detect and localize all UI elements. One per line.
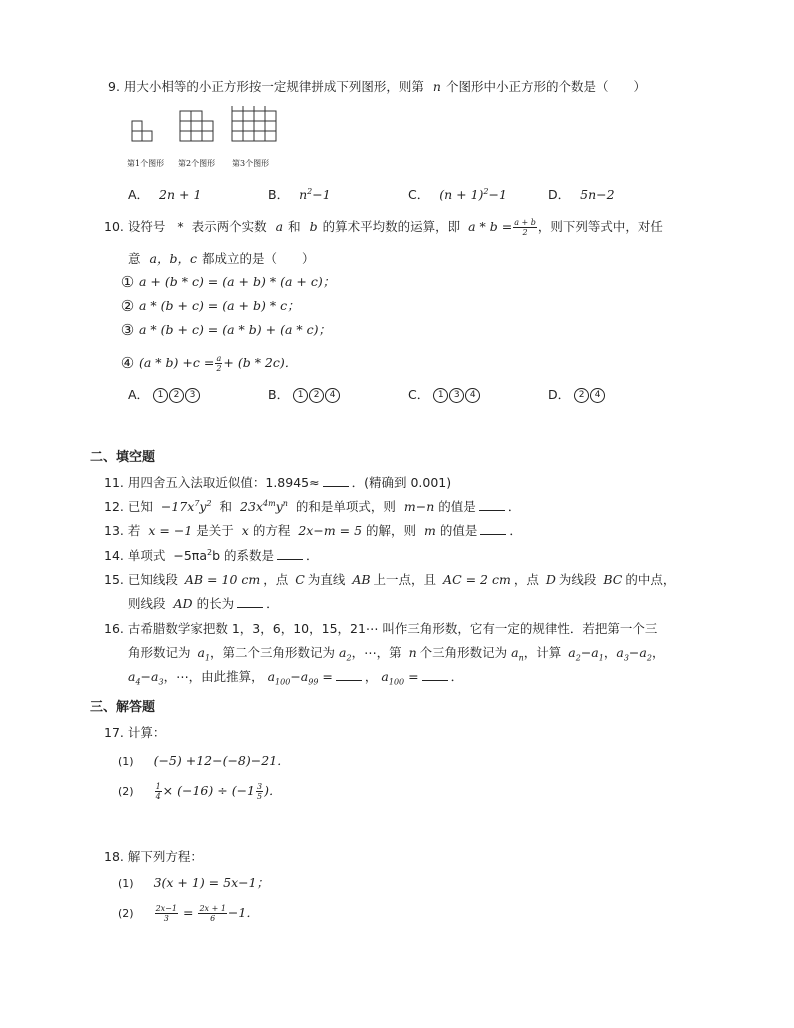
question-text: ．(精确到 0.001) xyxy=(351,475,452,490)
question-text: 已知线段 xyxy=(127,572,178,587)
option-letter: D． xyxy=(548,187,571,202)
statement-1 xyxy=(120,273,335,291)
subscript: 1 xyxy=(204,653,211,663)
fraction-denominator: 2 xyxy=(216,364,222,373)
question-number: 18. xyxy=(104,849,124,864)
question-16-line-2 xyxy=(128,644,664,662)
math-expr: −a xyxy=(580,645,599,660)
question-text: 是关于 xyxy=(196,523,234,538)
fraction-denominator: 2 xyxy=(522,228,528,237)
punctuation: ． xyxy=(450,669,464,684)
subscript: 100 xyxy=(388,677,405,687)
math-var: a xyxy=(275,219,284,234)
figure-label-3: 第3个图形 xyxy=(232,159,270,168)
answer-blank[interactable] xyxy=(323,474,349,487)
question-text: ，⋯，第 xyxy=(351,645,402,660)
math-var: BC xyxy=(603,572,623,587)
question-text: 角形数记为 xyxy=(128,645,191,660)
math-expr: AC = 2 cm xyxy=(443,572,511,587)
answer-blank[interactable] xyxy=(237,595,263,608)
circled-number: 3 xyxy=(449,388,464,403)
fraction-numerator: 1 xyxy=(155,782,161,791)
question-text: 的中点， xyxy=(625,572,676,587)
math-var: a xyxy=(616,645,624,660)
question-number: 9. xyxy=(108,79,120,94)
option-b xyxy=(268,386,341,404)
math-expr: −a xyxy=(628,645,647,660)
math-var: n xyxy=(432,79,441,94)
question-text: ，点 xyxy=(263,572,289,587)
question-text: 的解，则 xyxy=(366,523,417,538)
figure-label-2: 第2个图形 xyxy=(178,159,216,168)
part-label: (2) xyxy=(118,907,134,920)
circled-number: 2 xyxy=(309,388,324,403)
option-letter: C． xyxy=(408,187,430,202)
question-text: 已知 xyxy=(127,499,153,514)
question-15-line-2 xyxy=(128,595,279,613)
question-number: 15. xyxy=(104,572,124,587)
part-label: (1) xyxy=(118,877,134,890)
circled-number: 2 xyxy=(574,388,589,403)
answer-blank[interactable] xyxy=(479,498,505,511)
subscript: 1 xyxy=(598,653,604,663)
answer-blank[interactable] xyxy=(422,668,448,681)
fraction-denominator: 6 xyxy=(210,914,216,923)
question-18-part-1 xyxy=(118,874,269,893)
math-var: C xyxy=(295,572,305,587)
equals-sign: = xyxy=(182,905,194,920)
equals-sign: = xyxy=(322,669,333,684)
math-expr: 2x−m = 5 xyxy=(298,523,363,538)
fraction-numerator: 2x + 1 xyxy=(199,904,226,913)
option-expr: 2n + 1 xyxy=(159,187,202,202)
question-text: 表示两个实数 xyxy=(191,219,267,234)
question-text: ，第二个三角形数记为 xyxy=(210,645,336,660)
question-11 xyxy=(104,474,451,492)
fraction xyxy=(256,782,263,801)
question-text: 意 xyxy=(128,251,141,266)
squares-figure xyxy=(128,106,298,156)
circled-number: ② xyxy=(120,297,135,315)
math-expr: (a * b) +c = xyxy=(139,355,215,370)
math-var: b xyxy=(212,548,221,563)
section-title-solve: 三、解答题 xyxy=(90,700,156,715)
question-17-part-2 xyxy=(118,782,281,801)
question-text: 则线段 xyxy=(128,596,166,611)
math-var: a xyxy=(267,669,276,684)
math-var: n xyxy=(408,645,417,660)
superscript: 2 xyxy=(307,186,313,196)
math-var: a xyxy=(128,669,136,684)
statement-2 xyxy=(120,297,300,315)
punctuation: ． xyxy=(306,548,319,563)
answer-blank[interactable] xyxy=(336,668,362,681)
answer-blank[interactable] xyxy=(480,522,506,535)
math-expr: a * b = xyxy=(468,219,513,234)
question-18 xyxy=(104,848,203,866)
question-text: 为直线 xyxy=(307,572,346,587)
math-var: a xyxy=(197,645,205,660)
question-text: 用大小相等的小正方形按一定规律拼成下列图形，则第 xyxy=(123,79,424,94)
question-text: 的和是单项式，则 xyxy=(295,499,396,514)
question-number: 12. xyxy=(104,499,124,514)
part-label: (1) xyxy=(118,755,134,768)
math-expr: )． xyxy=(264,783,282,798)
question-number: 14. xyxy=(104,548,124,563)
math-var: y xyxy=(199,499,207,514)
question-number: 11. xyxy=(104,475,124,490)
question-9 xyxy=(108,78,646,96)
punctuation: ， xyxy=(364,669,378,684)
operator-symbol: * xyxy=(177,219,184,234)
question-14 xyxy=(104,547,319,565)
question-text: 的系数是 xyxy=(224,548,275,563)
subscript: 2 xyxy=(346,653,352,663)
math-expr: + (b * 2c)． xyxy=(223,355,298,370)
question-text: ，点 xyxy=(513,572,539,587)
math-expr: (−5) +12−(−8)−21． xyxy=(153,753,290,768)
fraction-denominator: 4 xyxy=(155,792,161,801)
option-expr: −1 xyxy=(312,187,331,202)
question-text: 的值是 xyxy=(439,523,478,538)
option-d xyxy=(548,186,615,204)
question-18-part-2 xyxy=(118,904,259,923)
subscript: 99 xyxy=(308,677,319,687)
question-text: 的长为 xyxy=(196,596,235,611)
question-text: 的方程 xyxy=(252,523,291,538)
circled-number: 4 xyxy=(325,388,340,403)
math-var: D xyxy=(545,572,556,587)
math-expr: 23x xyxy=(240,499,264,514)
question-10 xyxy=(104,218,663,237)
option-expr: n xyxy=(299,187,308,202)
math-var: a xyxy=(381,669,389,684)
subscript: n xyxy=(518,653,524,663)
math-var: a，b，c xyxy=(149,251,197,266)
question-text: 的值是 xyxy=(438,499,476,514)
math-expr: m−n xyxy=(403,499,435,514)
math-expr: (−1 xyxy=(231,783,255,798)
circled-number: 4 xyxy=(590,388,605,403)
question-number: 10. xyxy=(104,219,124,234)
fraction-numerator: 3 xyxy=(257,782,263,791)
statement-3 xyxy=(120,321,331,339)
option-letter: A． xyxy=(128,387,150,402)
question-text: 若 xyxy=(127,523,141,538)
question-text: 用四舍五入法取近似值：1.8945≈ xyxy=(127,475,320,490)
option-expr: 5n−2 xyxy=(580,187,615,202)
math-var: AB xyxy=(352,572,371,587)
question-text: 个三角形数记为 xyxy=(419,645,508,660)
option-letter: A． xyxy=(128,187,150,202)
option-b xyxy=(268,186,331,204)
option-expr: −1 xyxy=(488,187,507,202)
circled-number: ③ xyxy=(120,321,135,339)
option-a xyxy=(128,386,201,404)
question-15 xyxy=(104,571,675,589)
math-var: b xyxy=(309,219,318,234)
question-text: 都成立的是（ ） xyxy=(201,251,315,266)
math-expr: −a xyxy=(140,669,159,684)
circled-number: ① xyxy=(120,273,135,291)
math-expr: −1． xyxy=(227,905,259,920)
punctuation: ， xyxy=(603,645,617,660)
fraction-numerator: a + b xyxy=(514,218,536,227)
math-expr: AB = 10 cm xyxy=(184,572,261,587)
question-16-line-3 xyxy=(128,668,463,686)
question-12 xyxy=(104,498,520,516)
part-label: (2) xyxy=(118,785,134,798)
punctuation: ． xyxy=(507,499,521,514)
math-expr: −a xyxy=(290,669,309,684)
fraction xyxy=(198,904,226,923)
fraction-numerator: 2x−1 xyxy=(155,904,177,913)
circled-number: 3 xyxy=(185,388,200,403)
subscript: 2 xyxy=(575,653,581,663)
punctuation: ， xyxy=(651,645,665,660)
fraction xyxy=(155,904,178,923)
option-letter: C． xyxy=(408,387,430,402)
question-text: 的算术平均数的运算，即 xyxy=(322,219,461,234)
fraction-denominator: 3 xyxy=(163,914,169,923)
circled-number: 1 xyxy=(293,388,308,403)
subscript: 2 xyxy=(646,653,652,663)
figure-label-1: 第1个图形 xyxy=(127,159,165,168)
subscript: 3 xyxy=(158,677,164,687)
superscript: 4m xyxy=(263,498,276,508)
question-10-line-2 xyxy=(128,250,314,268)
circled-number: 2 xyxy=(169,388,184,403)
question-text: 单项式 xyxy=(127,548,166,563)
math-var: a xyxy=(568,645,576,660)
superscript: 2 xyxy=(206,498,212,508)
question-number: 16. xyxy=(104,621,124,636)
math-expr: −5πa xyxy=(173,548,207,563)
subscript: 4 xyxy=(135,677,141,687)
subscript: 3 xyxy=(623,653,629,663)
question-text: 解下列方程： xyxy=(127,849,203,864)
section-title-fill-blank: 二、填空题 xyxy=(90,450,156,465)
superscript: 2 xyxy=(207,547,213,557)
math-var: y xyxy=(275,499,283,514)
question-17-part-1 xyxy=(118,752,290,771)
math-expr: × (−16) ÷ xyxy=(162,783,228,798)
fraction-denominator: 5 xyxy=(257,792,263,801)
math-expr: a * (b + c) = (a * b) + (a * c)； xyxy=(139,322,331,337)
option-letter: B． xyxy=(268,387,290,402)
answer-blank[interactable] xyxy=(277,547,303,560)
question-text: 为线段 xyxy=(558,572,597,587)
question-text: 古希腊数学家把数 1，3，6，10，15，21⋯ 叫作三角形数，它有一定的规律性．若把第一个三 xyxy=(127,621,658,636)
question-text: 个图形中小正方形的个数是（ ） xyxy=(445,79,646,94)
question-text: ，⋯，由此推算， xyxy=(163,669,264,684)
circled-number: 4 xyxy=(465,388,480,403)
question-text: 和 xyxy=(219,499,233,514)
circled-number: ④ xyxy=(120,354,135,372)
question-text: 设符号 xyxy=(127,219,166,234)
option-c xyxy=(408,386,481,404)
statement-4 xyxy=(120,354,297,373)
option-letter: D． xyxy=(548,387,571,402)
option-c xyxy=(408,186,507,204)
question-number: 13. xyxy=(104,523,124,538)
question-13 xyxy=(104,522,522,540)
math-expr: 3(x + 1) = 5x−1； xyxy=(153,875,270,890)
option-expr: (n + 1) xyxy=(439,187,484,202)
circled-number: 1 xyxy=(153,388,168,403)
circled-number: 1 xyxy=(433,388,448,403)
fraction-numerator: a xyxy=(216,354,222,363)
question-number: 17. xyxy=(104,725,124,740)
question-text: ，计算 xyxy=(523,645,562,660)
subscript: 100 xyxy=(275,677,291,687)
fraction xyxy=(513,218,537,237)
math-expr: x = −1 xyxy=(148,523,193,538)
question-16 xyxy=(104,620,657,638)
question-17 xyxy=(104,724,165,742)
math-var: a xyxy=(339,645,347,660)
math-expr: a + (b * c) = (a + b) * (a + c)； xyxy=(139,274,336,289)
math-var: AD xyxy=(173,596,193,611)
superscript: 7 xyxy=(194,498,200,508)
option-a xyxy=(128,186,201,204)
superscript: n xyxy=(282,498,288,508)
math-var: a xyxy=(511,645,519,660)
option-letter: B． xyxy=(268,187,290,202)
question-text: 和 xyxy=(288,219,301,234)
math-var: x xyxy=(241,523,249,538)
math-expr: −17x xyxy=(160,499,195,514)
question-text: 上一点，且 xyxy=(373,572,437,587)
question-text: ，则下列等式中，对任 xyxy=(537,219,663,234)
math-var: m xyxy=(424,523,436,538)
question-text: 计算： xyxy=(127,725,166,740)
fraction xyxy=(155,782,162,801)
fraction xyxy=(215,354,222,373)
option-d xyxy=(548,386,606,404)
equals-sign: = xyxy=(408,669,419,684)
math-expr: a * (b + c) = (a + b) * c； xyxy=(139,298,300,313)
punctuation: ． xyxy=(266,596,279,611)
superscript: 2 xyxy=(483,186,489,196)
punctuation: ． xyxy=(509,523,522,538)
